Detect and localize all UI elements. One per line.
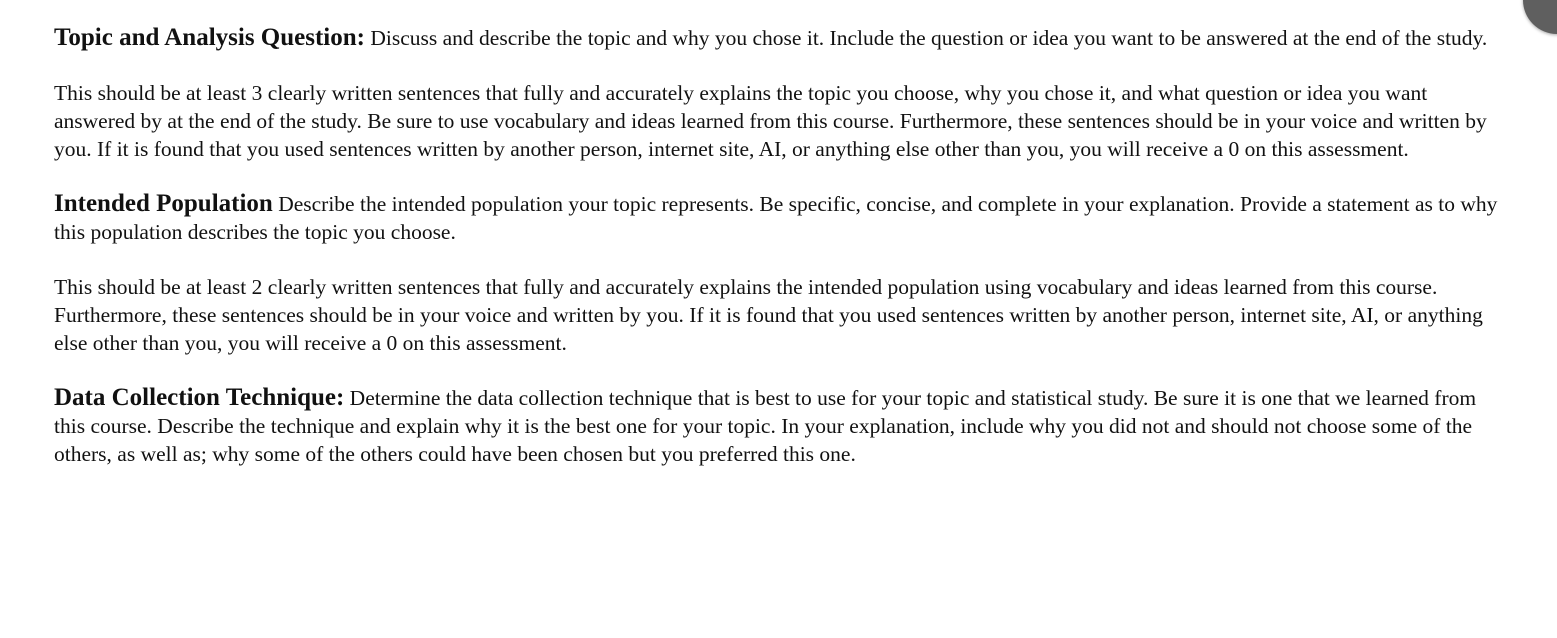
data-collection-prompt-text: Determine the data collection technique that is best to use for your topic and statistical study. Be sure it is one that we learned from this course. Describe the technique and explain why it is the best one for your topic. In your explanation, include why you did not and should not choose some of the others, as well as; why some of the others could have been chosen but you preferred this one. bbox=[54, 386, 1477, 466]
floating-action-button[interactable] bbox=[1523, 0, 1557, 34]
population-requirements-paragraph: This should be at least 2 clearly written sentences that fully and accurately explains the intended population using vocabulary and ideas learned from this course. Furthermore, these sentences should be in your voice and written by you. If it is found that you used sentences written by another person, internet site, AI, or anything else other than you, you will receive a 0 on this assessment. bbox=[54, 275, 1483, 355]
topic-requirements-paragraph: This should be at least 3 clearly written sentences that fully and accurately explains the topic you choose, why you chose it, and what question or idea you want answered by at the end of the study. Be sure to use vocabulary and ideas learned from this course. Furthermore, these sentences should be in your voice and written by you. If it is found that you used sentences written by another person, internet site, AI, or anything else other than you, you will receive a 0 on this assessment. bbox=[54, 81, 1487, 161]
data-collection-prompt-paragraph bbox=[54, 384, 1504, 468]
population-heading: Intended Population bbox=[54, 190, 273, 217]
topic-heading: Topic and Analysis Question: bbox=[54, 24, 365, 51]
topic-prompt-paragraph bbox=[54, 24, 1504, 52]
data-collection-heading: Data Collection Technique: bbox=[54, 384, 345, 411]
document-body bbox=[54, 24, 1504, 495]
topic-prompt-text: Discuss and describe the topic and why you chose it. Include the question or idea you want to be answered at the end of the study. bbox=[365, 26, 1488, 50]
population-prompt-paragraph bbox=[54, 190, 1504, 246]
population-prompt-text: Describe the intended population your topic represents. Be specific, concise, and complete in your explanation. Provide a statement as to why this population describes the topic you choose. bbox=[54, 192, 1498, 244]
